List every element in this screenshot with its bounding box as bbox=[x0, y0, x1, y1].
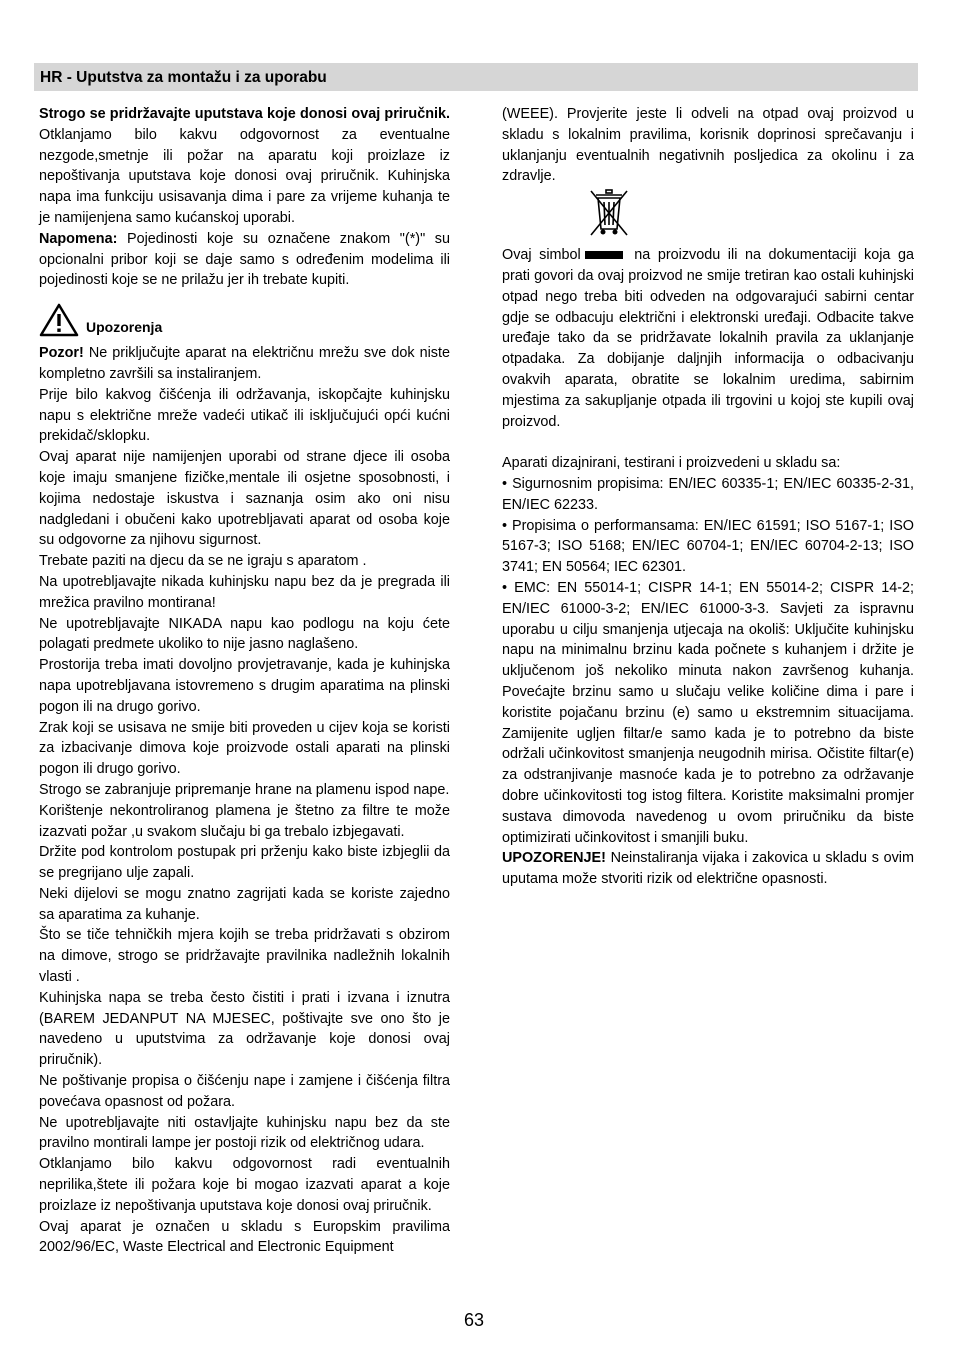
performance-standards: • Propisima o performansama: EN/IEC 61591; ISO 5167-1; ISO 5167-3; ISO 5168; EN/IEC 60704-1; EN/IEC 60704-2-13; ISO 3741; EN 50564; IEC 62301. bbox=[502, 517, 914, 576]
note-label: Napomena: bbox=[39, 230, 118, 247]
compliance-intro: Aparati dizajnirani, testirani i proizvedeni u skladu sa: bbox=[502, 455, 841, 472]
warnings-heading bbox=[39, 303, 450, 343]
weee-bar-icon bbox=[585, 251, 623, 259]
note-text: Pojedinosti koje su označene znakom "(*)" su opcionalni pribor koji se daje samo s određenim modelima ili pojedinosti koje se ne prilažu jer ih trebate kupiti. bbox=[39, 230, 450, 289]
paragraph: Prije bilo kakvog čišćenja ili održavanja, iskopčajte kuhinjsku napu s električne mreže vadeći utikač ili isključujući opći kućni prekidač/sklopku. bbox=[39, 386, 450, 445]
paragraph: Strogo se zabranjuje pripremanje hrane na plamenu ispod nape. bbox=[39, 781, 450, 798]
paragraph: Prostorija treba imati dovoljno provjetravanje, kada je kuhinjska napa upotrebljavana istovremeno s drugim aparatima na plinski pogon ili na drugo gorivo. bbox=[39, 657, 450, 715]
caution-text: Ne priključujte aparat na električnu mrežu sve dok niste kompletno završili sa instaliranjem. bbox=[39, 345, 450, 382]
symbol-paragraph bbox=[502, 245, 914, 432]
paragraph: Ovaj aparat nije namijenjen uporabi od strane djece ili osoba koje imaju smanjene fizičke,mentale ili osjetne sposobnosti, i kojima nedostaje iskustva i saznanja osim ako oni nisu nadgledani i obučeni kako upotrebljavati aparat od osoba koje su odgovorne za njihovu sigurnost. bbox=[39, 449, 450, 549]
caution-label: Pozor! bbox=[39, 345, 84, 362]
crossed-bin-icon bbox=[587, 187, 631, 239]
paragraph: Otklanjamo bilo kakvu odgovornost radi eventualnih neprilika,štete ili požara koje bi mogao izazvati aparat a koje proizlaze iz nepoštivanja uputstava koje donosi ovaj priručnik. bbox=[39, 1156, 450, 1214]
paragraph: Na upotrebljavajte nikada kuhinjsku napu bez da je pregrada ili mrežica pravilno montirana! bbox=[39, 573, 450, 611]
left-column bbox=[39, 104, 450, 1258]
symbol-prefix: Ovaj simbol bbox=[502, 247, 581, 264]
final-warning-text: Neinstaliranja vijaka i zakovica u skladu s ovim uputama može stvoriti rizik od električne opasnosti. bbox=[502, 850, 914, 888]
weee-symbol-block bbox=[502, 187, 914, 245]
paragraph: Kuhinjska napa se treba često čistiti i prati i izvana i iznutra (BAREM JEDANPUT NA MJESEC, poštivajte sve ono što je navedeno u uputstvima za održavanje koje donosi ovaj priručnik). bbox=[39, 989, 450, 1069]
warnings-title: Upozorenja bbox=[86, 319, 163, 336]
paragraph: Što se tiče tehničkih mjera kojih se treba pridržavati s obzirom na dimove, strogo se pridržavajte pravilnika nadležnih lokalnih vlasti . bbox=[39, 927, 450, 986]
paragraph: Trebate paziti na djecu da se ne igraju s aparatom . bbox=[39, 553, 367, 570]
intro-paragraph bbox=[39, 104, 450, 229]
paragraph: Ne upotrebljavajte NIKADA napu kao podlogu na koju ćete polagati predmete ukoliko to nije jasno naglašeno. bbox=[39, 615, 450, 653]
weee-paragraph: (WEEE). Provjerite jeste li odveli na otpad ovaj proizvod u skladu s lokalnim pravilima, korisnik doprinosi sprečavanju i uklanjanju eventualnih negativnih posljedica za okolinu i za zdravlje. bbox=[502, 106, 914, 185]
section-title: HR - Uputstva za montažu i za uporabu bbox=[40, 69, 327, 86]
symbol-text: na proizvodu ili na dokumentaciji koja ga prati govori da ovaj proizvod ne smije tretiran kao ostali kuhinjski otpad nego treba biti odveden na odgovarajući sabirni centar gdje se odbacuju električni i elektronski uređaji. Odbacite takve uređaje tako da se pridržavate lokalnih pravila za uklanjanje otpadaka. Za dobijanje daljnjih informacija o odbacivanju ovakvih aparata, obratite se lokalnim uredima, sabirnim mjestima za sakupljanje otpada ili trgovini u kojoj ste kupili ovaj proizvod. bbox=[502, 247, 915, 430]
paragraph: Korištenje nekontroliranog plamena je štetno za filtre te može izazvati požar ,u svakom slučaju bi ga trebalo izbjegavati. bbox=[39, 802, 450, 840]
paragraph: Držite pod kontrolom postupak pri prženju kako biste izbjeglii da se pregrijano ulje zapali. bbox=[39, 844, 450, 882]
paragraph: Ovaj aparat je označen u skladu s Europskim pravilima 2002/96/EC, Waste Electrical and Electronic Equipment bbox=[39, 1218, 450, 1256]
final-warning-label: UPOZORENJE! bbox=[502, 850, 606, 867]
paragraph: Zrak koji se usisava ne smije biti proveden u cijev koja se koristi za izbacivanje dimova koje proizvode ostali aparati na plinski pogon ili drugo gorivo. bbox=[39, 719, 450, 778]
section-header bbox=[34, 63, 918, 91]
paragraph: Neki dijelovi se mogu znatno zagrijati kada se koriste zajedno sa aparatima za kuhanje. bbox=[39, 885, 450, 923]
page-number: 63 bbox=[464, 1310, 485, 1330]
spacer bbox=[502, 432, 914, 453]
right-column bbox=[502, 104, 914, 890]
intro-text: Otklanjamo bilo kakvu odgovornost za eventualne nezgode,smetnje ili požar na aparatu koji proizlaze iz nepoštivanja uputstava koje donosi ovaj priručnik. Kuhinjska napa ima funkciju usisavanja dima i pare za vrijeme kuhanja te je namijenjena samo kućanskoj uporabi. bbox=[39, 126, 450, 226]
final-warning bbox=[502, 848, 914, 890]
warning-triangle-icon bbox=[39, 303, 79, 337]
caution-paragraph bbox=[39, 343, 450, 385]
safety-standards: • Sigurnosnim propisima: EN/IEC 60335-1; EN/IEC 60335-2-31, EN/IEC 62233. bbox=[502, 475, 914, 513]
emc-standards: • EMC: EN 55014-1; CISPR 14-1; EN 55014-2; CISPR 14-2; EN/IEC 61000-3-2; EN/IEC 61000-3-3. Savjeti za ispravnu uporabu u cilju smanjenja utjecaja na okoliš: Uključite kuhinjsku napu na minimalnu brzinu kada počnete s kuhanjem i držite je uključenom još nekoliko minuta nakon završenog kuhanja. Povećajte brzinu samo u slučaju velike količine dima i pare i koristite pojačanu brzinu (e) samo u ekstremnim situacijama. Zamijenite ugljen filtar/e samo kada je to potrebno da biste održali učinkovitost smanjenja neugodnih mirisa. Očistite filtar(e) za odstranjivanje masnoće kada je to potrebno za održavanje dobre učinkovitosti tog istog filtera. Koristite maksimalni promjer sustava dimovoda navedenog u ovom priručniku da biste optimizirati učinkovitost i smanjili buku. bbox=[502, 579, 914, 846]
paragraph: Ne upotrebljavajte niti ostavljajte kuhinjsku napu bez da ste pravilno montirali lampe jer postoji rizik od električnog udara. bbox=[39, 1114, 450, 1152]
intro-bold: Strogo se pridržavajte uputstava koje donosi ovaj priručnik. bbox=[39, 106, 450, 122]
note-paragraph bbox=[39, 229, 450, 291]
paragraph: Ne poštivanje propisa o čišćenju nape i zamjene i čišćenja filtra povećava opasnost od požara. bbox=[39, 1073, 450, 1110]
